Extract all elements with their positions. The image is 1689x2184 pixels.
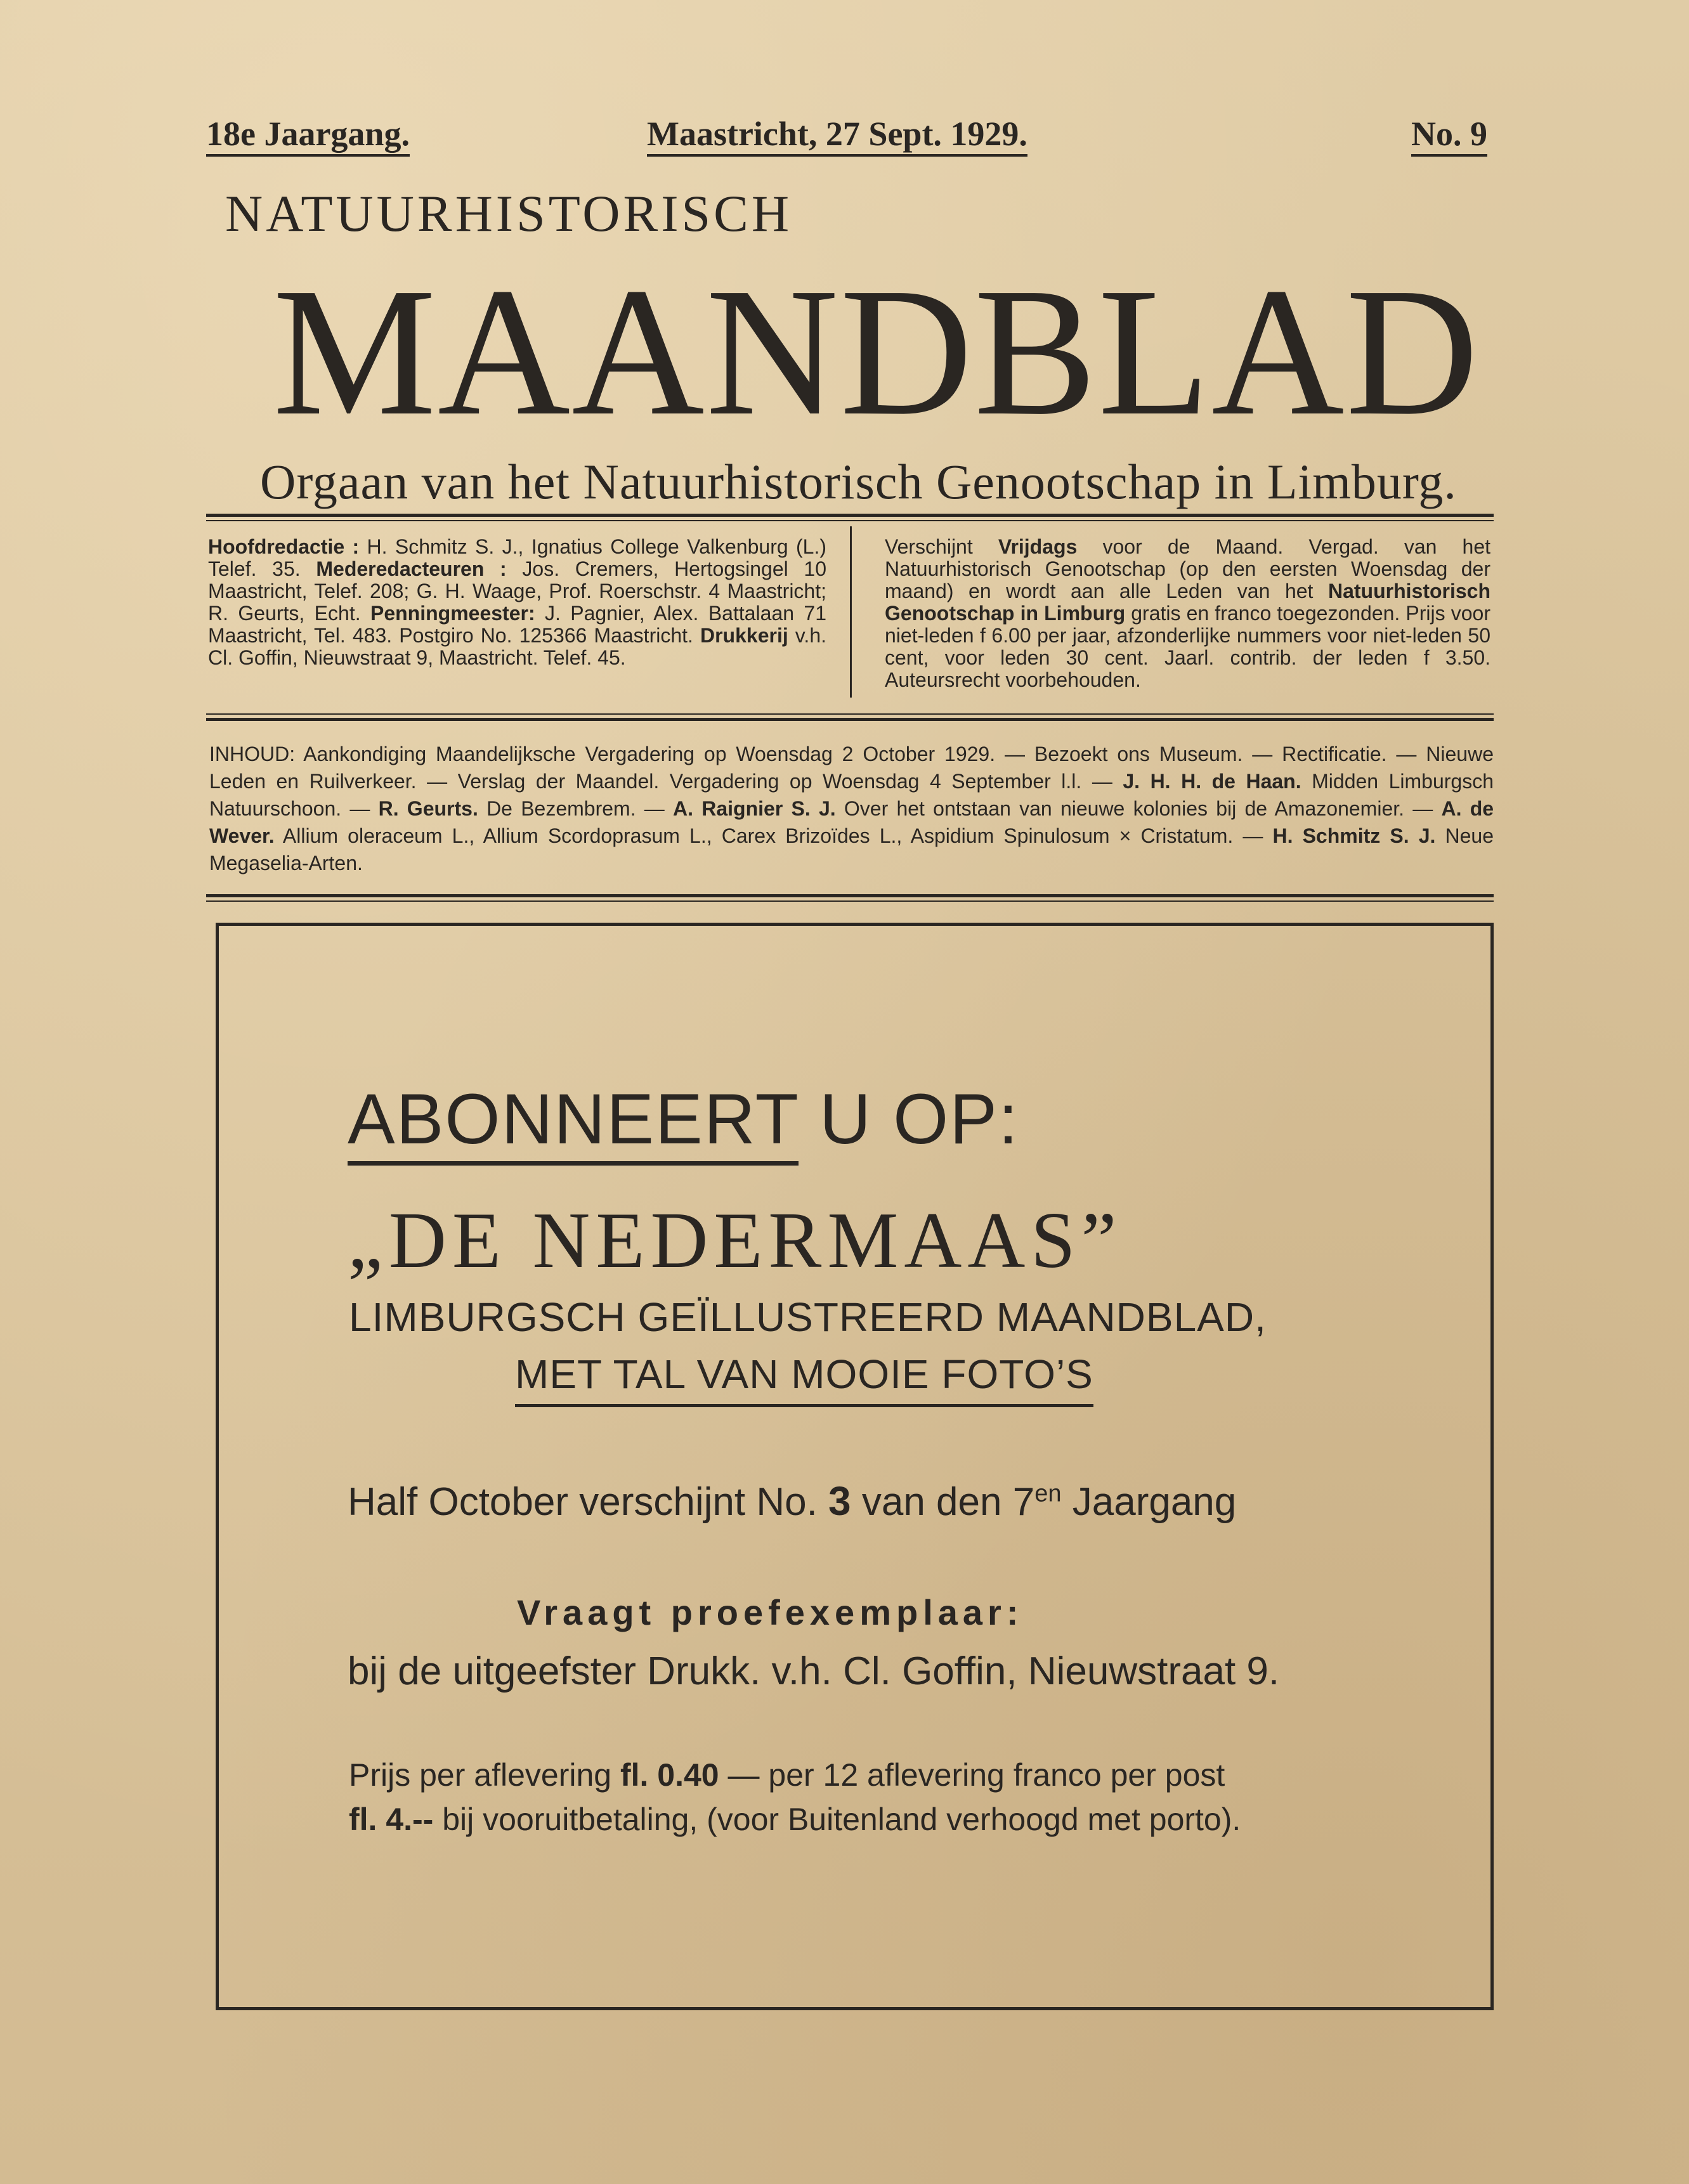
publication-subtitle: NATUURHISTORISCH	[225, 185, 793, 242]
info-rule-thin	[206, 713, 1494, 715]
ad-headline: ABONNEERT U OP:	[348, 1078, 1019, 1160]
volume-label: 18e Jaargang.	[206, 114, 410, 153]
table-of-contents: INHOUD: Aankondiging Maandelijksche Vergadering op Woensdag 2 October 1929. — Bezoekt ons Museum. — Rectificatie. — Nieuwe Leden en Ruilverkeer. — Verslag der Maandel. Vergadering op Woensdag 4 September l.l. — J. H. H. de Haan. Midden Limburgsch Natuurschoon. — R. Geurts. De Bezembrem. — A. Raignier S. J. Over het ontstaan van nieuwe kolonies bij de Amazonemier. — A. de Wever. Allium oleraceum L., Allium Scordoprasum L., Carex Brizoïdes L., Aspidium Spinulosum × Cristatum. — H. Schmitz S. J. Neue Megaselia-Arten.	[209, 743, 1494, 874]
organ-subtitle: Orgaan van het Natuurhistorisch Genootschap in Limburg.	[260, 454, 1457, 509]
editorial-info: Hoofdredactie : H. Schmitz S. J., Ignatius College Valkenburg (L.) Telef. 35. Mederedacteuren : Jos. Cremers, Hertogsingel 10 Maastricht, Telef. 208; G. H. Waage, Prof. Roerschstr. 4 Maastricht; R. Geurts, Echt. Penningmeester: J. Pagnier, Alex. Battalaan 71 Maastricht, Tel. 483. Postgiro No. 125366 Maastricht. Drukkerij v.h. Cl. Goffin, Nieuwstraat 9, Maastricht. Telef. 45.	[208, 535, 827, 669]
ad-tagline: LIMBURGSCH GEÏLLUSTREERD MAANDBLAD,	[349, 1294, 1267, 1340]
ad-title: „DE NEDERMAAS”	[348, 1197, 1123, 1285]
header-rule-top	[206, 514, 1494, 517]
ad-publisher-address: bij de uitgeefster Drukk. v.h. Cl. Goffin, Nieuwstraat 9.	[348, 1649, 1280, 1693]
ad-issue-note: Half October verschijnt No. 3 van den $7^{en}$ Jaargang	[348, 1478, 1237, 1524]
masthead-title: MAANDBLAD	[273, 250, 1480, 453]
column-divider	[850, 526, 852, 698]
ad-price-line-1: Prijs per aflevering fl. 0.40 — per 12 aflevering franco per post	[349, 1757, 1225, 1793]
contents-rule-thin	[206, 900, 1494, 902]
contents-rule-top	[206, 894, 1494, 897]
info-rule-bottom	[206, 718, 1494, 721]
issue-number: No. 9	[1411, 114, 1487, 153]
publication-info: Verschijnt Vrijdags voor de Maand. Vergad. van het Natuurhistorisch Genootschap (op den eersten Woensdag der maand) en wordt aan alle Leden van het Natuurhistorisch Genootschap in Limburg gratis en franco toegezonden. Prijs voor niet-leden f 6.00 per jaar, afzonderlijke nummers voor niet-leden 50 cent, voor leden 30 cent. Jaarl. contrib. der leden f 3.50. Auteursrecht voorbehouden.	[885, 535, 1491, 691]
header-rule-top-thin	[206, 520, 1494, 521]
ad-price-line-2: fl. 4.-- bij vooruitbetaling, (voor Buitenland verhoogd met porto).	[349, 1802, 1241, 1837]
ad-sample-request: Vraagt proefexemplaar:	[517, 1592, 1024, 1632]
ad-tagline-2: MET TAL VAN MOOIE FOTO’S	[515, 1351, 1093, 1407]
dateline: Maastricht, 27 Sept. 1929.	[647, 114, 1027, 153]
